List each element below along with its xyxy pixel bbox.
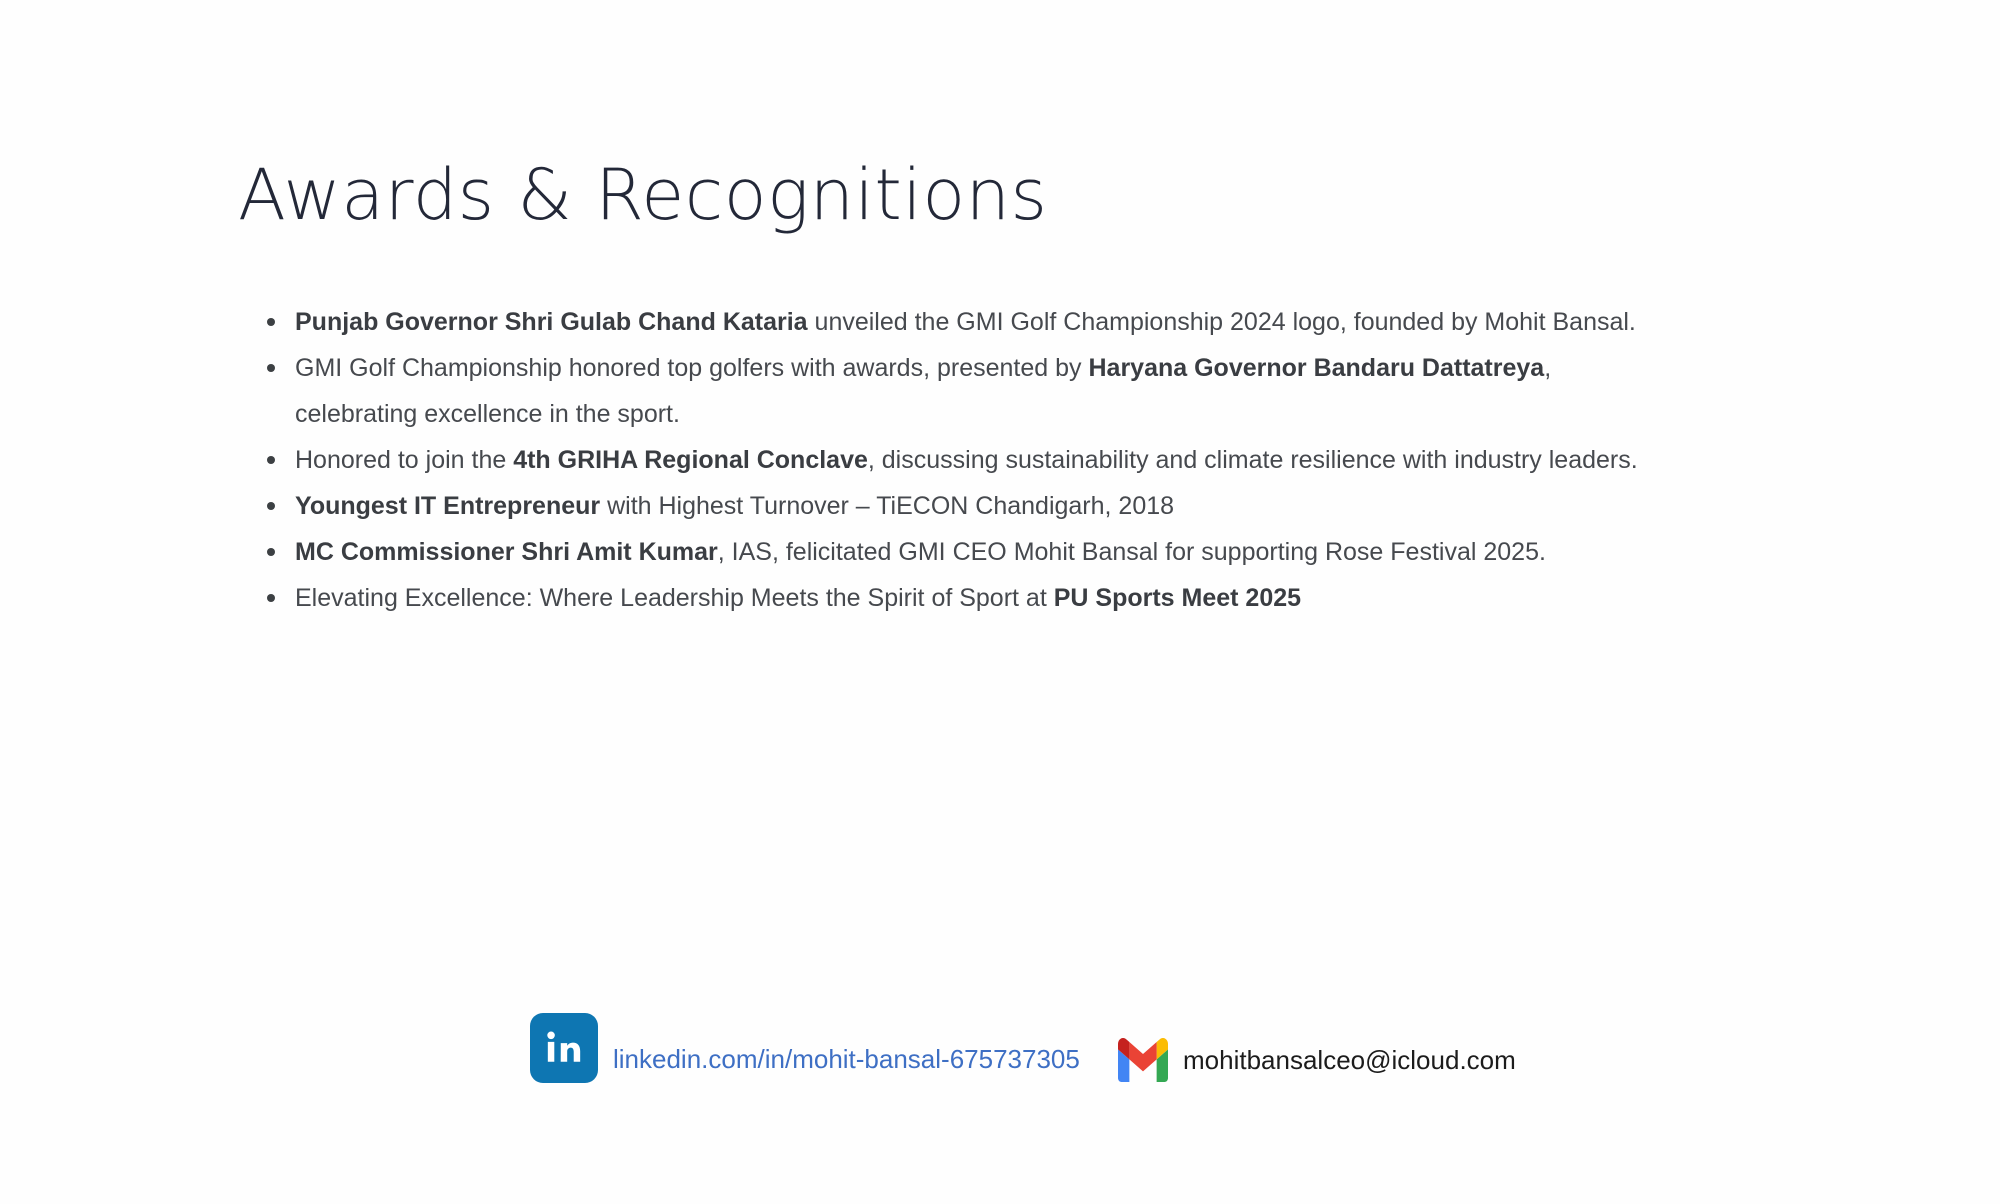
bullet-text: Elevating Excellence: Where Leadership Meets the Spirit of Sport at (295, 584, 1054, 612)
list-item (295, 345, 1673, 437)
awards-list (295, 299, 1673, 621)
bullet-text-bold: MC Commissioner Shri Amit Kumar (295, 538, 718, 566)
list-item (295, 299, 1673, 345)
linkedin-link[interactable]: linkedin.com/in/mohit-bansal-675737305 (613, 1043, 1080, 1074)
list-item (295, 483, 1673, 529)
bullet-text-bold: Punjab Governor Shri Gulab Chand Kataria (295, 308, 808, 336)
list-item (295, 575, 1673, 621)
page-title: Awards & Recognitions (238, 154, 1048, 236)
email-contact (1118, 1038, 1516, 1082)
bullet-text: , celebrating excellence in the sport. (295, 354, 1552, 428)
bullet-text-bold: PU Sports Meet 2025 (1053, 584, 1302, 612)
gmail-icon (1118, 1038, 1168, 1082)
email-address: mohitbansalceo@icloud.com (1183, 1044, 1516, 1075)
bullet-text: with Highest Turnover – TiECON Chandigarh, 2018 (600, 492, 1175, 520)
linkedin-contact (530, 1013, 1080, 1083)
bullet-text-bold: Haryana Governor Bandaru Dattatreya (1088, 354, 1545, 382)
list-item (295, 437, 1673, 483)
bullet-text-bold: 4th GRIHA Regional Conclave (513, 446, 868, 474)
bullet-text: , discussing sustainability and climate resilience with industry leaders. (867, 446, 1638, 474)
bullet-text: , IAS, felicitated GMI CEO Mohit Bansal for supporting Rose Festival 2025. (717, 538, 1546, 566)
bullet-text-bold: Youngest IT Entrepreneur (295, 492, 601, 520)
bullet-text: unveiled the GMI Golf Championship 2024 logo, founded by Mohit Bansal. (807, 308, 1636, 336)
linkedin-icon[interactable] (530, 1013, 598, 1083)
bullet-text: GMI Golf Championship honored top golfers with awards, presented by (295, 354, 1089, 382)
bullet-text: Honored to join the (295, 446, 514, 474)
list-item (295, 529, 1673, 575)
